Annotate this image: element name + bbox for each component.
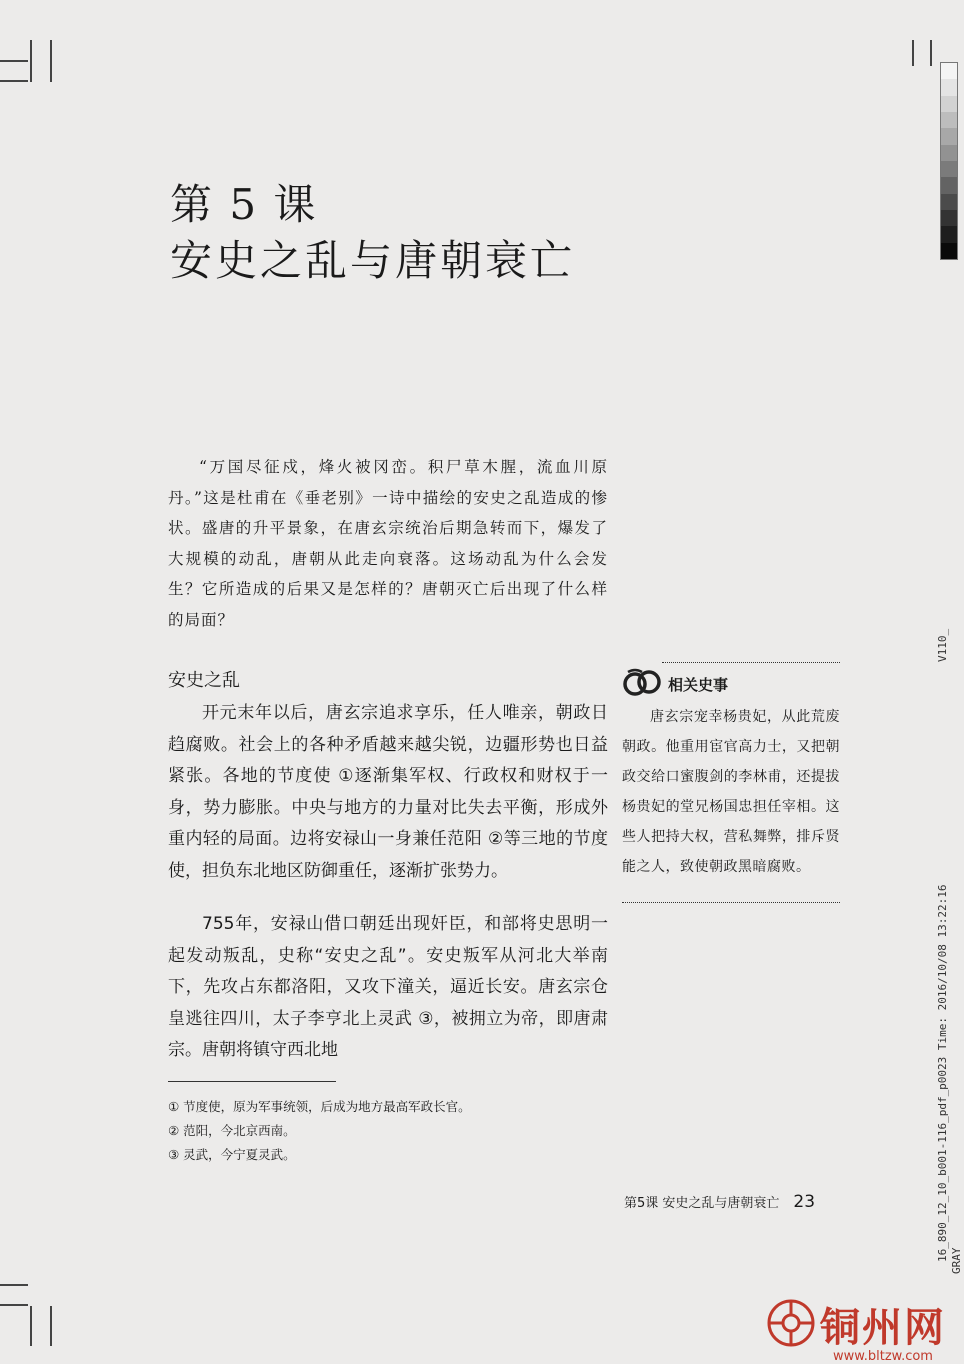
lesson-number-title: 第 5 课 xyxy=(170,180,318,229)
file-info-mark: 16_890_12_10_b001-116_pdf_p0023 Time: 2016/10/08 13:22:16 xyxy=(936,884,949,1262)
crop-mark xyxy=(50,40,52,82)
watermark-text: 铜州网 xyxy=(820,1305,946,1351)
watermark-url: www.bltzw.com xyxy=(833,1349,933,1364)
crop-mark xyxy=(912,40,914,66)
watermark xyxy=(820,1296,946,1364)
gray-mark: GRAY xyxy=(950,1247,963,1274)
footnote-item: ② 范阳，今北京西南。 xyxy=(168,1123,296,1138)
sidebar-heading: 相关史事 xyxy=(668,676,729,694)
gray-scale-bar xyxy=(940,62,958,260)
section-title: 安史之乱 xyxy=(168,670,240,691)
page-number: 23 xyxy=(793,1192,816,1212)
page-footer xyxy=(624,1192,815,1212)
footnote-item: ① 节度使，原为军事统领，后成为地方最高军政长官。 xyxy=(168,1099,471,1114)
body-paragraph-2: 755年，安禄山借口朝廷出现奸臣，和部将史思明一起发动叛乱，史称“安史之乱”。安史叛军从河北大举南下，先攻占东都洛阳，又攻下潼关，逼近长安。唐玄宗仓皇逃往四川，太子李亨北上灵武 ③，被拥立为帝，即唐肃宗。唐朝将镇守西北地 xyxy=(168,914,608,1061)
related-history-icon xyxy=(622,666,662,700)
footnote-item: ③ 灵武，今宁夏灵武。 xyxy=(168,1147,296,1162)
sidebar-divider xyxy=(662,662,840,663)
sidebar-text: 唐玄宗宠幸杨贵妃，从此荒废朝政。他重用宦官高力士，又把朝政交给口蜜腹剑的李林甫，还提拔杨贵妃的堂兄杨国忠担任宰相。这些人把持大权，营私舞弊，排斥贤能之人，致使朝政黑暗腐败。 xyxy=(622,709,840,875)
crop-mark xyxy=(30,1306,32,1346)
footnote-divider xyxy=(168,1081,336,1082)
crop-mark xyxy=(30,40,32,82)
lesson-main-title: 安史之乱与唐朝衰亡 xyxy=(170,236,576,285)
crop-mark xyxy=(50,1306,52,1346)
footnotes xyxy=(168,1095,471,1167)
body-paragraph-1: 开元末年以后，唐玄宗追求享乐，任人唯亲，朝政日趋腐败。社会上的各种矛盾越来越尖锐，边疆形势也日益紧张。各地的节度使 ①逐渐集军权、行政权和财权于一身，势力膨胀。中央与地方的力量对比失去平衡，形成外重内轻的局面。边将安禄山一身兼任范阳 ②等三地的节度使，担负东北地区防御重任，逐渐扩张势力。 xyxy=(168,703,608,881)
footer-label: 第5课 安史之乱与唐朝衰亡 xyxy=(624,1196,780,1211)
crop-mark xyxy=(0,1284,28,1286)
version-mark: V110_ xyxy=(936,628,949,662)
watermark-logo-icon xyxy=(766,1298,816,1348)
crop-mark xyxy=(930,40,932,66)
sidebar-divider xyxy=(622,902,840,903)
crop-mark xyxy=(0,60,28,62)
crop-mark xyxy=(0,1304,28,1306)
crop-mark xyxy=(0,80,28,82)
intro-paragraph: “万国尽征戍，烽火被冈峦。积尸草木腥，流血川原丹。”这是杜甫在《垂老别》一诗中描绘的安史之乱造成的惨状。盛唐的升平景象，在唐玄宗统治后期急转而下，爆发了大规模的动乱，唐朝从此走向衰落。这场动乱为什么会发生？它所造成的后果又是怎样的？唐朝灭亡后出现了什么样的局面？ xyxy=(168,458,608,629)
